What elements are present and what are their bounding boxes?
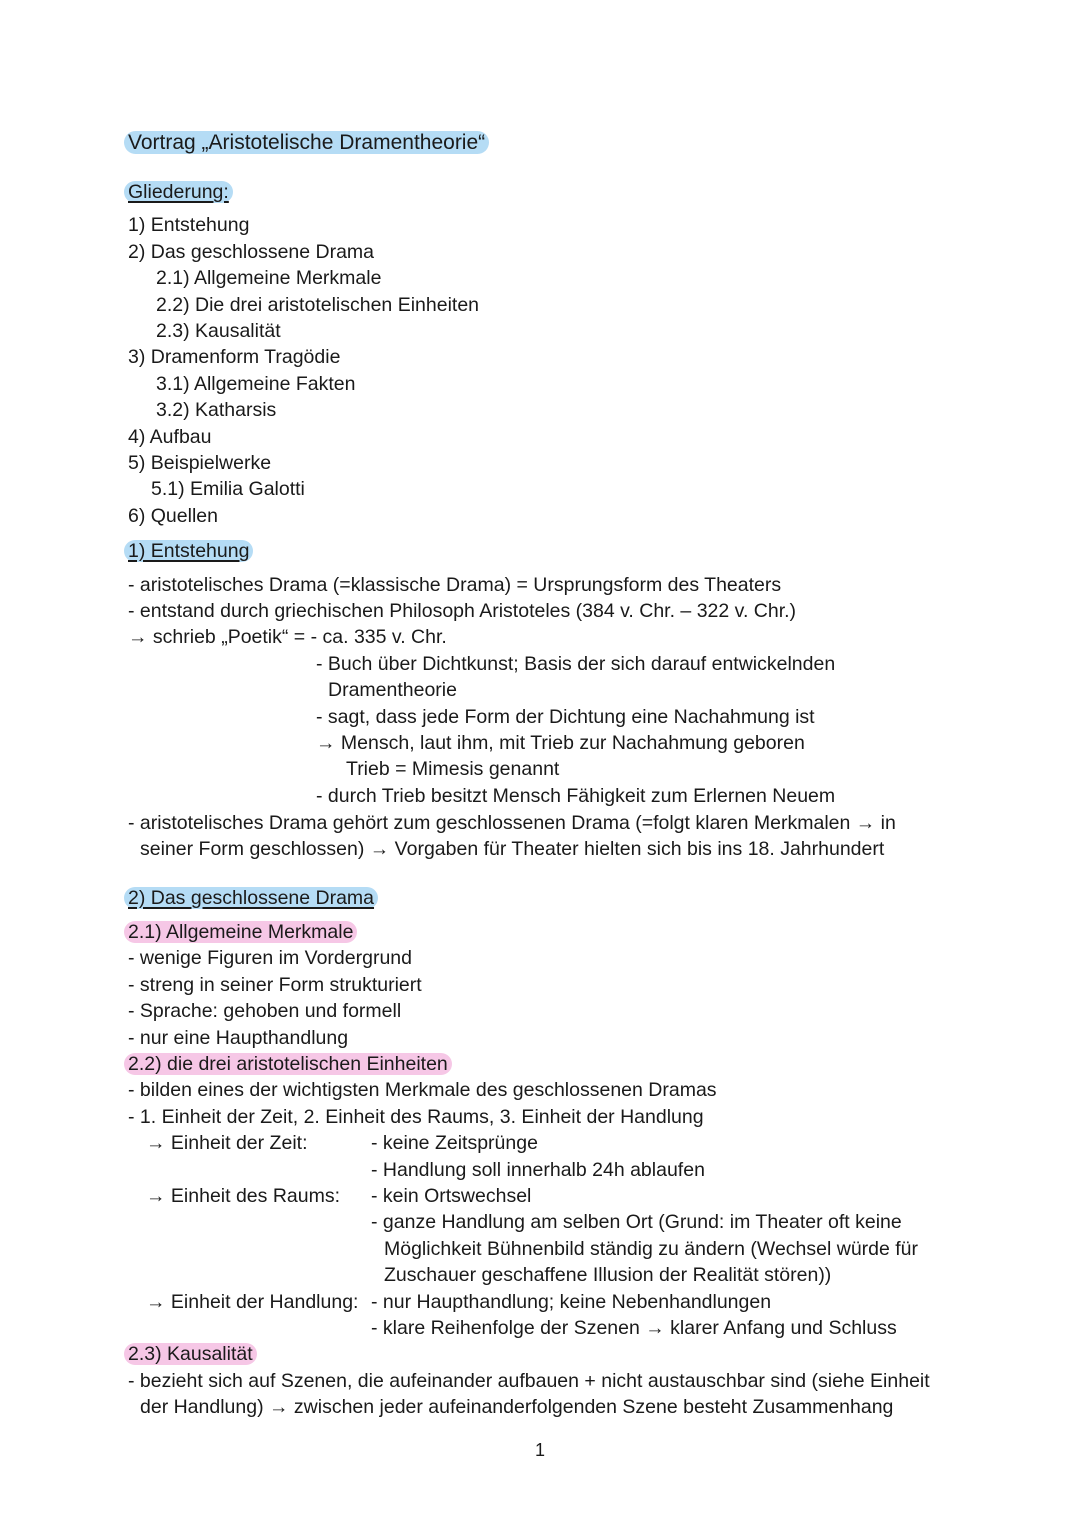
unit-point: - ganze Handlung am selben Ort (Grund: im Theater oft keine: [371, 1211, 902, 1233]
outline-item: 5) Beispielwerke: [128, 452, 272, 474]
section1-line: - durch Trieb besitzt Mensch Fähigkeit zum Erlernen Neuem: [316, 785, 836, 807]
outline-item: 2.3) Kausalität: [156, 320, 281, 342]
outline-item: 1) Entstehung: [128, 214, 250, 236]
section1-line: - aristotelisches Drama gehört zum geschlossenen Drama (=folgt klaren Merkmalen → in: [128, 812, 896, 834]
section2-2-line: - 1. Einheit der Zeit, 2. Einheit des Raums, 3. Einheit der Handlung: [128, 1106, 704, 1128]
section1-line: - aristotelisches Drama (=klassische Drama) = Ursprungsform des Theaters: [128, 574, 782, 596]
unit-point: - klare Reihenfolge der Szenen → klarer Anfang und Schluss: [371, 1317, 897, 1339]
section2-2-heading: 2.2) die drei aristotelischen Einheiten: [128, 1051, 452, 1077]
section2-3-line: - bezieht sich auf Szenen, die aufeinander aufbauen + nicht austauschbar sind (siehe Einheit: [128, 1370, 930, 1392]
section2-1-line: - wenige Figuren im Vordergrund: [128, 947, 412, 969]
outline-item: 6) Quellen: [128, 505, 218, 527]
section2-1-line: - streng in seiner Form strukturiert: [128, 974, 422, 996]
unit-point: - Handlung soll innerhalb 24h ablaufen: [371, 1159, 705, 1181]
outline-item: 5.1) Emilia Galotti: [151, 478, 305, 500]
section1-heading: 1) Entstehung: [128, 538, 253, 564]
unit-point: Möglichkeit Bühnenbild ständig zu ändern (Wechsel würde für: [384, 1238, 919, 1260]
section1-line: - Buch über Dichtkunst; Basis der sich darauf entwickelnden: [316, 653, 836, 675]
unit-point: - kein Ortswechsel: [371, 1185, 532, 1207]
unit-point: Zuschauer geschaffene Illusion der Realität stören)): [384, 1264, 832, 1286]
outline-item: 3.2) Katharsis: [156, 399, 277, 421]
unit-label-time: → Einheit der Zeit:: [146, 1132, 308, 1154]
page-number: 1: [534, 1440, 545, 1460]
section2-2-line: - bilden eines der wichtigsten Merkmale des geschlossenen Dramas: [128, 1079, 717, 1101]
outline-item: 3.1) Allgemeine Fakten: [156, 373, 356, 395]
section2-3-line: der Handlung) → zwischen jeder aufeinanderfolgenden Szene besteht Zusammenhang: [140, 1396, 894, 1418]
section2-heading: 2) Das geschlossene Drama: [128, 885, 378, 911]
section1-line: - entstand durch griechischen Philosoph Aristoteles (384 v. Chr. – 322 v. Chr.): [128, 600, 797, 622]
outline-item: 2.2) Die drei aristotelischen Einheiten: [156, 294, 480, 316]
section1-line: seiner Form geschlossen) → Vorgaben für Theater hielten sich bis ins 18. Jahrhundert: [140, 838, 885, 860]
outline-item: 2) Das geschlossene Drama: [128, 241, 375, 263]
section2-3-heading: 2.3) Kausalität: [128, 1341, 257, 1367]
unit-label-action: → Einheit der Handlung:: [146, 1291, 359, 1313]
outline-item: 2.1) Allgemeine Merkmale: [156, 267, 382, 289]
unit-point: - keine Zeitsprünge: [371, 1132, 538, 1154]
section1-line: → Mensch, laut ihm, mit Trieb zur Nachahmung geboren: [316, 732, 805, 754]
unit-point: - nur Haupthandlung; keine Nebenhandlungen: [371, 1291, 772, 1313]
outline-item: 3) Dramenform Tragödie: [128, 346, 341, 368]
outline-item: 4) Aufbau: [128, 426, 212, 448]
section1-line: → schrieb „Poetik“ = - ca. 335 v. Chr.: [128, 626, 447, 648]
section2-1-line: - Sprache: gehoben und formell: [128, 1000, 402, 1022]
section2-1-heading: 2.1) Allgemeine Merkmale: [128, 919, 357, 945]
section1-line: - sagt, dass jede Form der Dichtung eine Nachahmung ist: [316, 706, 815, 728]
document-title: Vortrag „Aristotelische Dramentheorie“: [128, 130, 489, 156]
section2-1-line: - nur eine Haupthandlung: [128, 1027, 349, 1049]
outline-heading: Gliederung:: [128, 179, 233, 205]
unit-label-space: → Einheit des Raums:: [146, 1185, 341, 1207]
section1-line: Dramentheorie: [328, 679, 457, 701]
section1-line: Trieb = Mimesis genannt: [346, 758, 560, 780]
